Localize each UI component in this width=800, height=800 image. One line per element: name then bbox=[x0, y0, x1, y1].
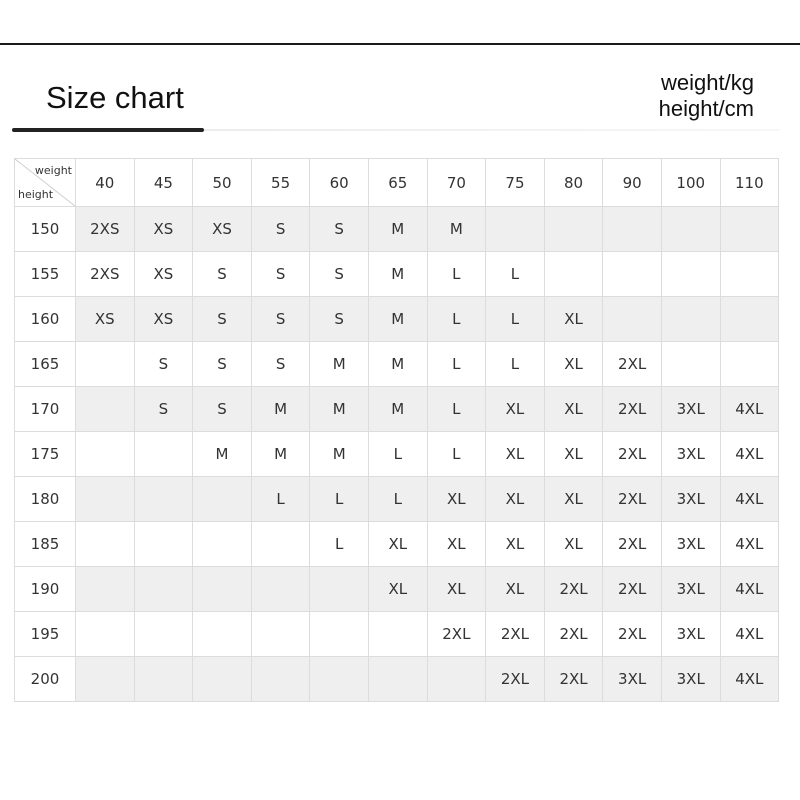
size-cell: S bbox=[193, 252, 252, 297]
size-cell bbox=[486, 207, 545, 252]
size-cell: L bbox=[427, 252, 486, 297]
corner-weight-label: weight bbox=[34, 164, 72, 177]
height-label-cell: 150 bbox=[15, 207, 76, 252]
size-cell: XL bbox=[486, 522, 545, 567]
size-cell bbox=[76, 522, 135, 567]
size-cell: L bbox=[486, 252, 545, 297]
size-cell: 3XL bbox=[661, 432, 720, 477]
size-cell: XL bbox=[427, 477, 486, 522]
weight-unit-label: weight/kg bbox=[661, 70, 754, 95]
size-cell: XL bbox=[486, 477, 545, 522]
size-cell: 2XL bbox=[603, 567, 662, 612]
size-cell: L bbox=[427, 342, 486, 387]
size-cell: XL bbox=[544, 342, 603, 387]
table-row bbox=[15, 657, 779, 702]
height-label-cell: 200 bbox=[15, 657, 76, 702]
size-cell: XL bbox=[368, 567, 427, 612]
size-cell bbox=[76, 432, 135, 477]
weight-header-cell: 55 bbox=[251, 159, 310, 207]
size-cell bbox=[661, 207, 720, 252]
weight-header-cell: 65 bbox=[368, 159, 427, 207]
size-cell: 3XL bbox=[661, 612, 720, 657]
page-title: Size chart bbox=[46, 80, 184, 115]
size-cell: L bbox=[427, 432, 486, 477]
height-label-cell: 170 bbox=[15, 387, 76, 432]
size-cell bbox=[544, 207, 603, 252]
size-cell: 3XL bbox=[661, 387, 720, 432]
size-cell: S bbox=[310, 297, 369, 342]
size-cell bbox=[134, 432, 193, 477]
height-unit-label: height/cm bbox=[658, 96, 754, 121]
table-row bbox=[15, 342, 779, 387]
size-cell: 4XL bbox=[720, 522, 779, 567]
size-cell: XL bbox=[368, 522, 427, 567]
size-cell: 2XS bbox=[76, 252, 135, 297]
size-cell: M bbox=[310, 387, 369, 432]
top-rule bbox=[0, 43, 800, 45]
size-cell bbox=[76, 612, 135, 657]
size-cell bbox=[368, 612, 427, 657]
size-cell: XS bbox=[134, 207, 193, 252]
size-cell: L bbox=[310, 522, 369, 567]
table-row bbox=[15, 432, 779, 477]
size-cell: 2XL bbox=[603, 387, 662, 432]
table-row bbox=[15, 297, 779, 342]
size-cell: XL bbox=[544, 477, 603, 522]
height-label-cell: 185 bbox=[15, 522, 76, 567]
size-cell: S bbox=[251, 342, 310, 387]
size-cell: 2XL bbox=[486, 612, 545, 657]
size-cell: 4XL bbox=[720, 657, 779, 702]
size-cell: XL bbox=[544, 297, 603, 342]
height-label-cell: 155 bbox=[15, 252, 76, 297]
title-underline bbox=[12, 128, 204, 132]
size-cell: 2XL bbox=[603, 342, 662, 387]
size-cell: 3XL bbox=[661, 567, 720, 612]
size-cell bbox=[134, 567, 193, 612]
weight-header-cell: 45 bbox=[134, 159, 193, 207]
height-label-cell: 165 bbox=[15, 342, 76, 387]
size-cell bbox=[193, 567, 252, 612]
size-cell: S bbox=[251, 252, 310, 297]
size-cell: XL bbox=[427, 567, 486, 612]
size-cell bbox=[251, 567, 310, 612]
size-cell bbox=[427, 657, 486, 702]
size-cell: XL bbox=[544, 387, 603, 432]
size-cell: XL bbox=[486, 387, 545, 432]
size-cell bbox=[603, 252, 662, 297]
size-cell: XS bbox=[134, 297, 193, 342]
size-cell: 3XL bbox=[661, 657, 720, 702]
size-cell: S bbox=[193, 297, 252, 342]
size-cell bbox=[134, 612, 193, 657]
header-row bbox=[15, 159, 779, 207]
size-cell bbox=[310, 657, 369, 702]
size-cell: S bbox=[193, 342, 252, 387]
size-cell bbox=[76, 477, 135, 522]
size-cell bbox=[720, 207, 779, 252]
size-cell: M bbox=[193, 432, 252, 477]
size-cell bbox=[720, 252, 779, 297]
size-cell bbox=[193, 657, 252, 702]
weight-header-cell: 110 bbox=[720, 159, 779, 207]
size-cell bbox=[76, 342, 135, 387]
size-cell bbox=[661, 252, 720, 297]
size-cell bbox=[251, 657, 310, 702]
size-cell: S bbox=[134, 342, 193, 387]
size-cell: XL bbox=[486, 567, 545, 612]
size-cell bbox=[76, 657, 135, 702]
size-cell: M bbox=[368, 252, 427, 297]
size-cell: XL bbox=[486, 432, 545, 477]
size-cell: 2XL bbox=[603, 612, 662, 657]
size-cell bbox=[251, 612, 310, 657]
size-cell: L bbox=[427, 387, 486, 432]
size-cell: XL bbox=[544, 432, 603, 477]
size-cell: M bbox=[310, 342, 369, 387]
size-cell bbox=[720, 297, 779, 342]
size-cell: S bbox=[310, 252, 369, 297]
size-cell bbox=[720, 342, 779, 387]
size-cell: XL bbox=[427, 522, 486, 567]
corner-cell bbox=[15, 159, 76, 207]
table-row bbox=[15, 567, 779, 612]
size-cell: L bbox=[427, 297, 486, 342]
weight-header-cell: 70 bbox=[427, 159, 486, 207]
corner-height-label: height bbox=[18, 188, 54, 201]
size-cell: M bbox=[310, 432, 369, 477]
size-cell bbox=[76, 567, 135, 612]
height-label-cell: 175 bbox=[15, 432, 76, 477]
size-cell: M bbox=[251, 387, 310, 432]
size-cell bbox=[251, 522, 310, 567]
size-cell: S bbox=[134, 387, 193, 432]
table-row bbox=[15, 387, 779, 432]
table-row bbox=[15, 207, 779, 252]
size-cell: L bbox=[368, 477, 427, 522]
height-label-cell: 180 bbox=[15, 477, 76, 522]
size-cell: M bbox=[368, 342, 427, 387]
size-cell: 4XL bbox=[720, 567, 779, 612]
weight-header-cell: 80 bbox=[544, 159, 603, 207]
size-cell: 4XL bbox=[720, 432, 779, 477]
weight-header-cell: 60 bbox=[310, 159, 369, 207]
size-cell: 2XL bbox=[544, 612, 603, 657]
height-label-cell: 160 bbox=[15, 297, 76, 342]
size-cell: S bbox=[310, 207, 369, 252]
weight-header-cell: 75 bbox=[486, 159, 545, 207]
table-row bbox=[15, 252, 779, 297]
size-cell: 2XL bbox=[603, 477, 662, 522]
size-cell: 4XL bbox=[720, 477, 779, 522]
size-cell: L bbox=[486, 297, 545, 342]
size-cell: XL bbox=[544, 522, 603, 567]
size-cell: 2XS bbox=[76, 207, 135, 252]
size-cell: 2XL bbox=[544, 657, 603, 702]
size-cell: L bbox=[310, 477, 369, 522]
weight-header-cell: 100 bbox=[661, 159, 720, 207]
size-cell: S bbox=[193, 387, 252, 432]
size-cell bbox=[544, 252, 603, 297]
size-cell: L bbox=[486, 342, 545, 387]
size-cell: M bbox=[368, 297, 427, 342]
size-cell: M bbox=[368, 207, 427, 252]
size-cell: L bbox=[251, 477, 310, 522]
size-cell bbox=[134, 522, 193, 567]
table-row bbox=[15, 612, 779, 657]
size-cell bbox=[76, 387, 135, 432]
height-label-cell: 190 bbox=[15, 567, 76, 612]
weight-header-cell: 50 bbox=[193, 159, 252, 207]
size-cell: 2XL bbox=[603, 432, 662, 477]
size-cell: XS bbox=[134, 252, 193, 297]
weight-header-cell: 40 bbox=[76, 159, 135, 207]
size-cell bbox=[134, 477, 193, 522]
size-cell bbox=[603, 297, 662, 342]
size-cell: M bbox=[251, 432, 310, 477]
weight-header-cell: 90 bbox=[603, 159, 662, 207]
size-cell bbox=[193, 477, 252, 522]
size-cell bbox=[193, 612, 252, 657]
size-cell: 2XL bbox=[603, 522, 662, 567]
size-cell bbox=[661, 297, 720, 342]
table-row bbox=[15, 477, 779, 522]
size-cell: M bbox=[368, 387, 427, 432]
size-cell: 4XL bbox=[720, 387, 779, 432]
size-cell: M bbox=[427, 207, 486, 252]
size-cell bbox=[193, 522, 252, 567]
units-legend bbox=[659, 70, 754, 122]
size-cell: 3XL bbox=[603, 657, 662, 702]
size-cell bbox=[661, 342, 720, 387]
table-body bbox=[15, 207, 779, 702]
size-cell: 4XL bbox=[720, 612, 779, 657]
size-cell: XS bbox=[193, 207, 252, 252]
height-label-cell: 195 bbox=[15, 612, 76, 657]
size-cell bbox=[368, 657, 427, 702]
size-cell: 2XL bbox=[427, 612, 486, 657]
size-chart-table bbox=[14, 158, 779, 702]
size-cell: XS bbox=[76, 297, 135, 342]
size-cell: L bbox=[368, 432, 427, 477]
size-cell: 3XL bbox=[661, 477, 720, 522]
size-cell: S bbox=[251, 297, 310, 342]
size-cell: S bbox=[251, 207, 310, 252]
size-cell bbox=[134, 657, 193, 702]
size-cell bbox=[310, 612, 369, 657]
table-row bbox=[15, 522, 779, 567]
title-divider bbox=[204, 129, 780, 131]
size-cell: 3XL bbox=[661, 522, 720, 567]
size-cell: 2XL bbox=[486, 657, 545, 702]
size-cell: 2XL bbox=[544, 567, 603, 612]
size-cell bbox=[603, 207, 662, 252]
size-cell bbox=[310, 567, 369, 612]
